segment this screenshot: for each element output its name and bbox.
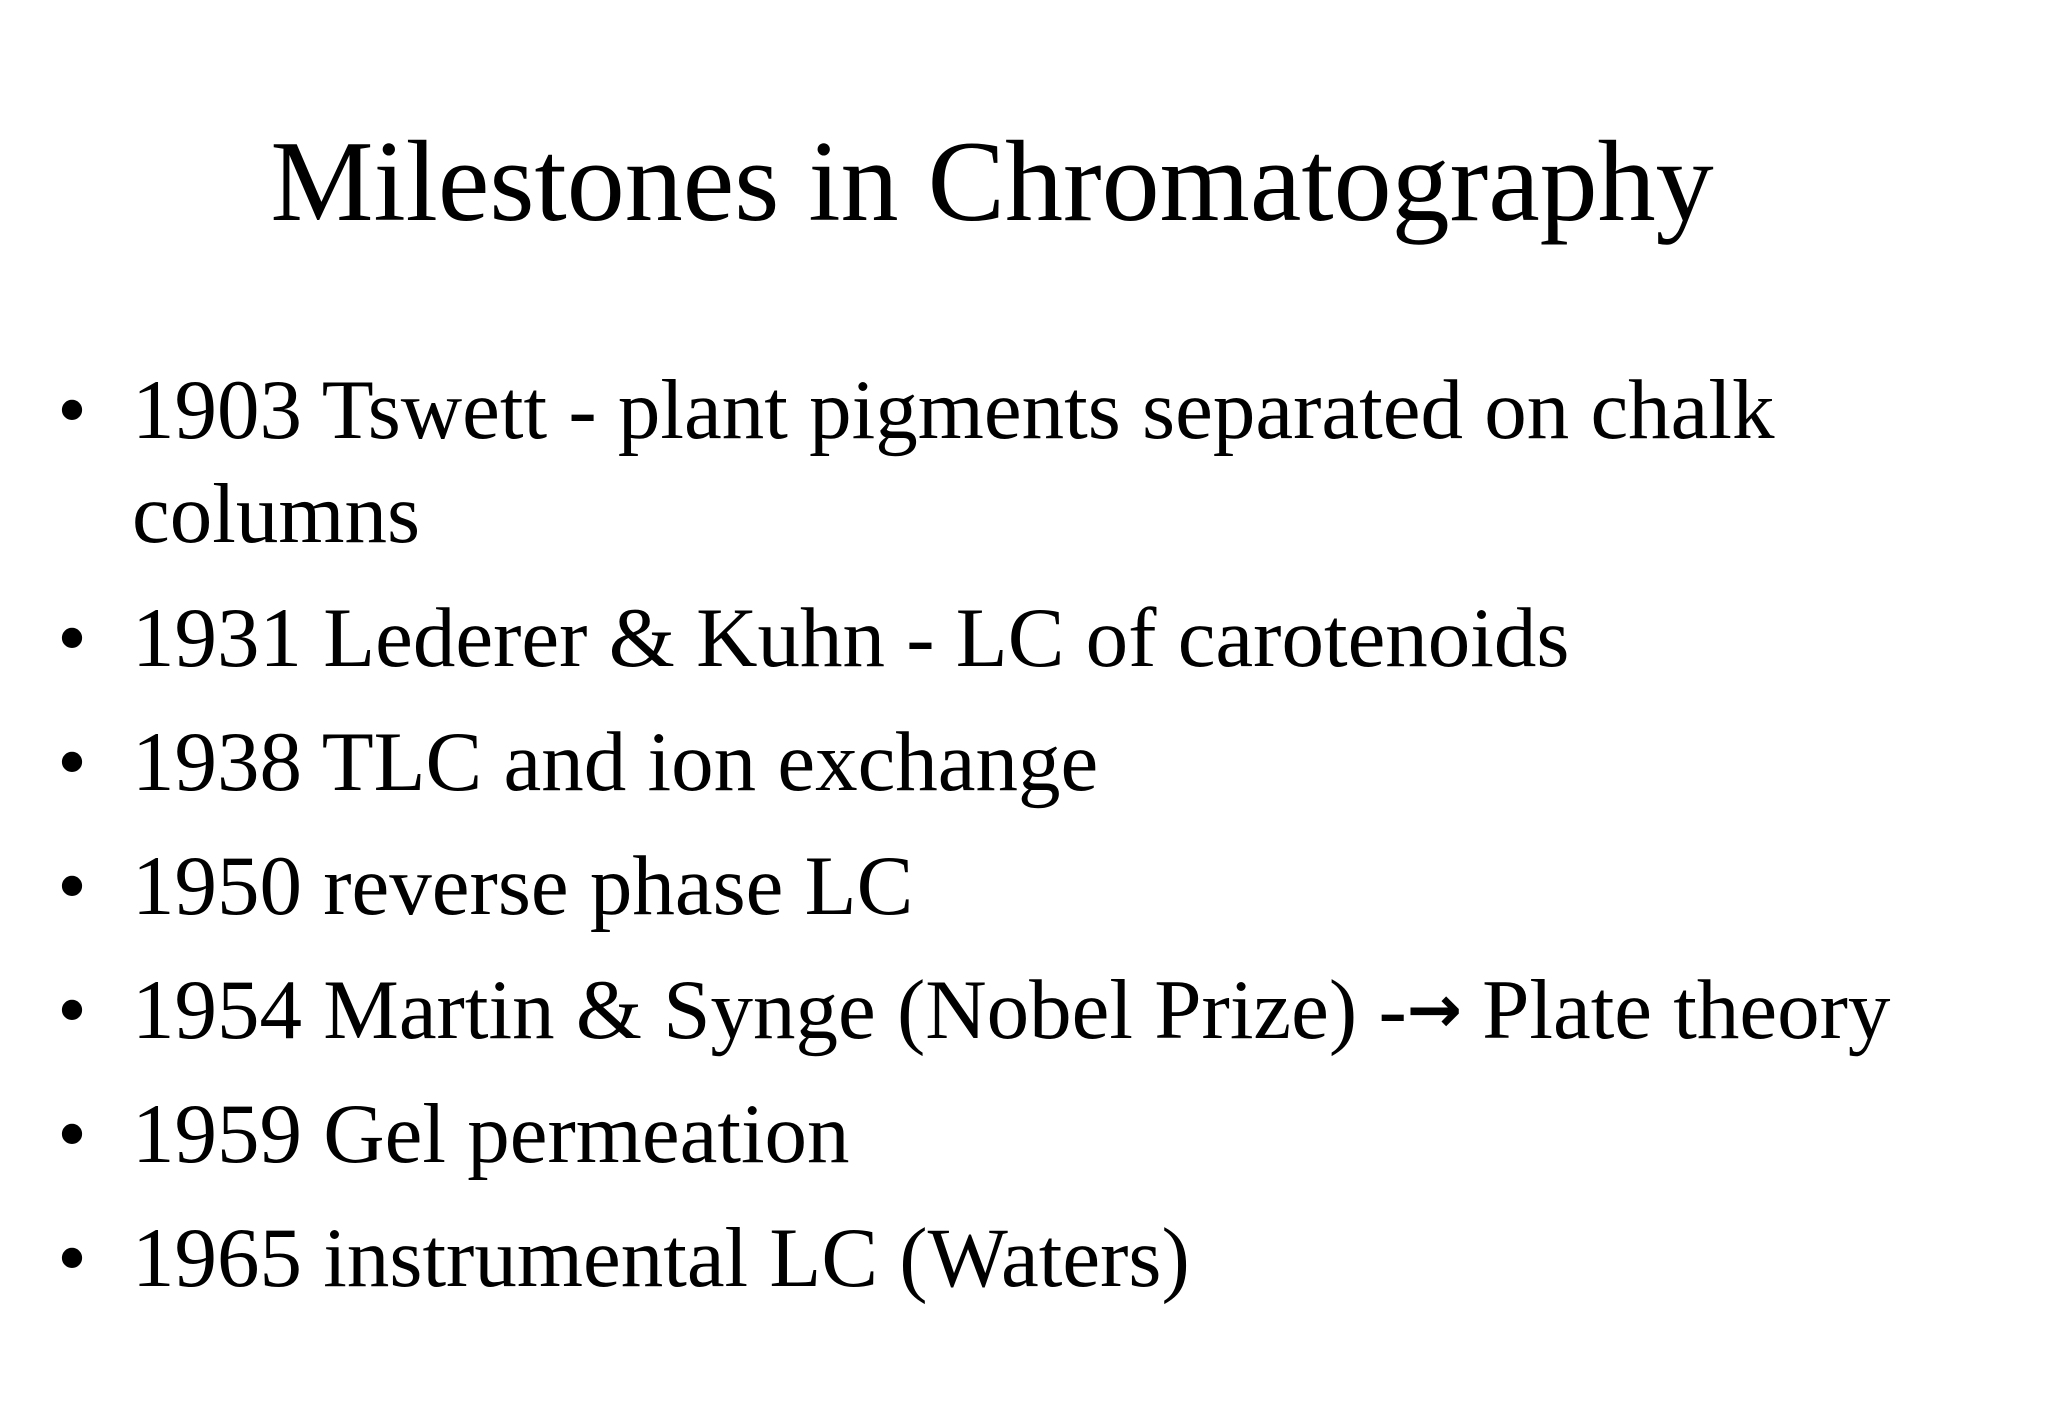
list-item [0,1082,1932,1186]
list-item-text: 1954 Martin & Synge (Nobel Prize) - [132,963,1407,1057]
list-item [0,586,1932,690]
list-item-text: 1931 Lederer & Kuhn - LC of carotenoids [132,591,1570,685]
bullet-icon: • [57,591,87,685]
list-item-text: 1959 Gel permeation [132,1087,850,1181]
bullet-icon: • [57,1211,87,1305]
list-item [0,358,1812,566]
arrow-right-icon: → [1406,971,1463,1048]
bullet-icon: • [57,963,87,1057]
bullet-icon: • [57,363,87,457]
list-item-text: 1903 Tswett - plant pigments separated on chalk columns [132,363,1775,561]
list-item-text: 1950 reverse phase LC [132,839,914,933]
bullet-icon: • [57,1087,87,1181]
list-item-text: 1965 instrumental LC (Waters) [132,1211,1190,1305]
list-item [0,1206,1932,1310]
list-item-text-after-arrow: Plate theory [1482,963,1891,1057]
slide-title: Milestones in Chromatography [270,118,1714,246]
bullet-icon: • [57,715,87,809]
list-item [0,958,1932,1062]
milestone-list [0,358,2048,1330]
list-item-text: 1938 TLC and ion exchange [132,715,1099,809]
list-item [0,710,1932,814]
list-item [0,834,1932,938]
bullet-icon: • [57,839,87,933]
